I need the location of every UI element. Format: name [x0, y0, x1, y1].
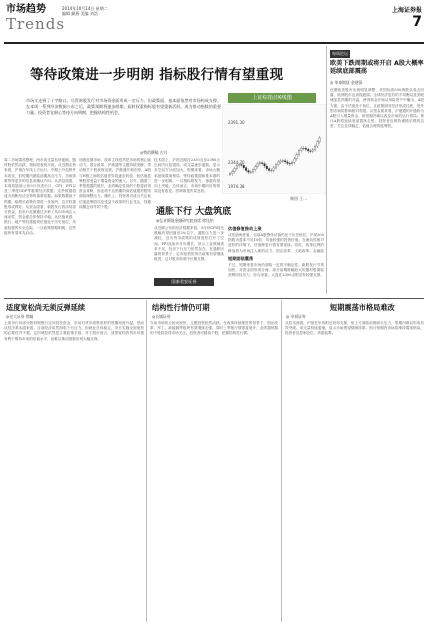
candle-body: [264, 164, 266, 166]
candle-body: [243, 165, 245, 167]
mid-body2: 从估值角度看，目前A股整体估值仍处于历史低位，沪深300指数市盈率不足10倍，具备较强的投资价值。在流动性相对宽松的环境下，估值修复行情有望延续。同时，改革红利的释放将为市场注入新的活力，国企改革、土地改革、金融改: [228, 233, 324, 253]
lead-author: ◎特约撰稿 古月: [140, 150, 168, 155]
candle-body: [307, 149, 309, 151]
page-number: 7: [412, 14, 422, 30]
candle-body: [287, 162, 289, 164]
lead-headline: 等待政策进一步明朗 指标股行情有望重现: [30, 67, 284, 83]
candle-body: [266, 166, 268, 169]
candle-body: [273, 168, 275, 170]
candle-body: [314, 146, 316, 149]
candle-body: [310, 151, 312, 152]
bottom-col1-headline: 适度宽松尚无须反弹延续: [6, 303, 86, 312]
bottom-divider-1: [146, 300, 147, 622]
candle-body: [284, 161, 286, 162]
mid-headline: 通胀下行 大盘筑底: [156, 207, 232, 217]
candle-body: [229, 174, 231, 175]
candle-body: [252, 170, 254, 172]
candle-body: [268, 169, 270, 171]
bottom-col3-body: 从技术面看，沪指在年线附近获得支撑，但上方面临前期高点压力，短期内难以形成有效突破。成交量持续萎缩，显示市场观望情绪浓厚。预计短期内市场将维持震荡格局，投资者宜控制仓位，高抛低吸。: [285, 321, 424, 336]
mid-body1: 从近期公布的经济数据来看，9月份CPI同比涨幅有望回落至2%以下，通胀压力进一步减轻，这为货币政策的适度宽松打开了空间。PPI连续多月负增长，显示工业领域需求不足，经济下行压力依然存在。在通胀回落的背景下，定向宽松的货币政策有望继续推进，这对股市构成中长期支撑。: [154, 226, 224, 262]
issue-editors: 编辑 颜燕 美编 刘浩: [62, 11, 98, 16]
mid-subhead1: 估值修复推动上涨: [228, 226, 262, 231]
candle-body: [257, 164, 259, 167]
k-line-chart: [222, 104, 326, 194]
candle-body: [298, 151, 300, 155]
bottom-rule: [4, 298, 424, 299]
candle-body: [236, 166, 238, 169]
sidebar-author: ◎ 华泰期货 金建锋: [330, 80, 363, 85]
sidebar-headline: 欧美下跌周期或将开启 A股大概率延续底部震荡: [330, 60, 424, 75]
lead-body-col2: 回顾近期市场，改革主线依然是市场的核心驱动力。国企改革、沪港通等主题持续发酵，带动相关个股表现活跃。沪港通开闸在即，A股与H股之间的估值差异将逐步收敛，低估值蓝筹股将受益于增量资金的流入。另外，随着三季报披露的展开，业绩确定性高的个股将获得资金青睐，而业绩不达预期的高估值题材股则面临调整压力。操作上，投资者可适当关注低估值蓝筹股以及受益于改革的行业龙头，回避纯概念炒作的个股。: [79, 158, 151, 209]
lead-intro: 市场又走到了十字路口。尽管新股发行对市场资金面形成一定压力，但政策面、基本面依然对市场构成支撑。在本周一系列经济数据公布之后，政策预期将逐步明朗，届时权重指标股有望重新活跃，成为推动指数的重要力量。投资者宜耐心等待方向明朗，把握结构性机会。: [26, 98, 221, 115]
lead-body-col3: 技术面上，沪指近期在2350点至2380点区间内反复震荡，成交量逐步萎缩，显示多空双方分歧加大。短期来看，市场大概率延续震荡格局，等待政策面和基本面的进一步明朗。一旦指标股发力，指数有望向上突破。总体而言，市场中期向好的格局没有改变，回调即是布局良机。: [154, 158, 220, 194]
candle-body: [317, 142, 319, 146]
mid-byline: ◎弘业期货金融研究院首席 徐佳怡: [156, 218, 214, 223]
sidebar-tag: 每周论坛: [332, 51, 348, 56]
candle-body: [275, 165, 277, 168]
candle-body: [261, 163, 263, 164]
chart-title: 上证综指日K线图: [228, 93, 316, 103]
candle-body: [280, 161, 282, 162]
candle-body: [271, 170, 273, 171]
price-label-low: 1974.38: [228, 184, 245, 189]
chart-caption: 制图 王...: [290, 196, 308, 201]
mid-body3: 不过，短期来看市场仍面临一定的不确定性。新股发行节奏加快，对资金面形成分流；部分前期涨幅较大的题材股面临获利回吐压力。综合来看，大盘在2300点附近有较强支撑，: [228, 263, 324, 277]
candle-body: [232, 172, 234, 174]
candle-body: [278, 162, 280, 165]
bottom-col1-author: ◎光大证券 徐婧: [6, 314, 34, 319]
bottom-col2-author: ◎长城证券: [152, 314, 171, 319]
section-header: [6, 4, 65, 33]
paper-name: 上海证券报: [391, 7, 422, 14]
section-title-en: Trends: [6, 15, 66, 33]
bottom-divider-2: [281, 300, 282, 622]
candle-body: [234, 169, 236, 172]
masthead-right: [392, 5, 422, 30]
section-title-cn: 市场趋势: [6, 4, 46, 15]
sidebar-divider: [326, 46, 327, 294]
candle-body: [312, 150, 314, 152]
header-rule: [4, 42, 424, 44]
candle-body: [245, 168, 247, 171]
candle-body: [296, 154, 298, 158]
bottom-col2-body: 当前市场热点轮动较快，主题投资依然活跃。在改革持续推进的背景下，国企改革、军工、新能源等板块有望继续走强。同时三季报行情即将展开，业绩超预期的个股将获得市场关注。投资者可精选个股，把握结构性行情。: [150, 321, 278, 336]
bottom-col1-body: 上周央行向部分股份制银行定向投放资金，市场对货币政策宽松的预期再度升温。然而从经济基本面来看，目前经济虽然面临下行压力，但就业总体稳定，央行实施全面宽松的必要性并不强。定向调控依然是主要政策手段。对于股市而言，适度宽松的货币环境有利于维持市场的估值水平，但难以推动指数出现大幅反弹。: [4, 321, 144, 341]
candle-body: [303, 148, 305, 149]
issue-meta: [62, 6, 108, 16]
candle-body: [289, 163, 291, 164]
lead-body-col1: 周二市场震荡整理，两市成交量有所萎缩，题材股依然活跃，指标股表现平淡。从近期走势来看，沪指在年线上方运行，中期上升趋势并未改变，但短期内面临前期高点压力，市场需要等待更多的信息来确认方向。从消息面看，本周将陆续公布9月份进出口、CPI、PPI以及三季度GDP等重要经济数据，这些数据将成为判断经济走势的重要依据。如果数据低于预期，稳增长政策有望进一步加码，这对权重股形成利好。从资金面看，新股发行将冻结部分资金，但央行近期通过多种工具向市场注入流动性，资金面总体保持平稳。从估值来看，银行、地产等权重板块估值处于历史低位，具备较强的安全边际，一旦政策预期明朗，这些板块有望率先启动。: [4, 158, 76, 235]
candle-body: [248, 171, 250, 173]
lead-footer-tag: 国泰君安证券: [154, 278, 214, 286]
price-label-mid: 2344.70: [228, 160, 245, 165]
issue-date: 2014年10月14日 星期二: [62, 6, 108, 11]
price-label-high: 2391.30: [228, 120, 245, 125]
bottom-col3-author: ◎ 中原证券: [286, 314, 306, 319]
bottom-col3-headline: 短期震荡市格局难改: [330, 303, 395, 312]
sidebar-body: 近期欧美股市出现明显调整，美国标普500指数从高点回落，欧洲股市也表现疲弱。全球经济复苏的不均衡以及美联储加息预期的升温，使得资金开始从风险资产中撤出。A股方面，由于估值处于低位，且政策面对经济形成托底，受外围市场的影响相对有限。从资金面来看，沪港通的开通将为A股引入增量资金，但短期内难以改变市场的运行格局。预计A股将延续底部震荡走势，投资者宜保持谨慎乐观的态度，关注业绩稳定、估值合理的蓝筹股。: [330, 88, 424, 129]
candle-body: [250, 172, 252, 173]
candle-body: [255, 167, 257, 170]
candle-body: [319, 138, 321, 142]
bottom-col2-headline: 结构性行情仍可期: [152, 303, 210, 312]
candle-body: [305, 148, 307, 149]
candle-body: [301, 148, 303, 150]
mid-subhead2: 短期面临震荡: [228, 256, 254, 261]
candle-body: [282, 161, 284, 162]
candle-body: [259, 163, 261, 164]
candle-body: [291, 162, 293, 164]
candle-body: [294, 159, 296, 162]
